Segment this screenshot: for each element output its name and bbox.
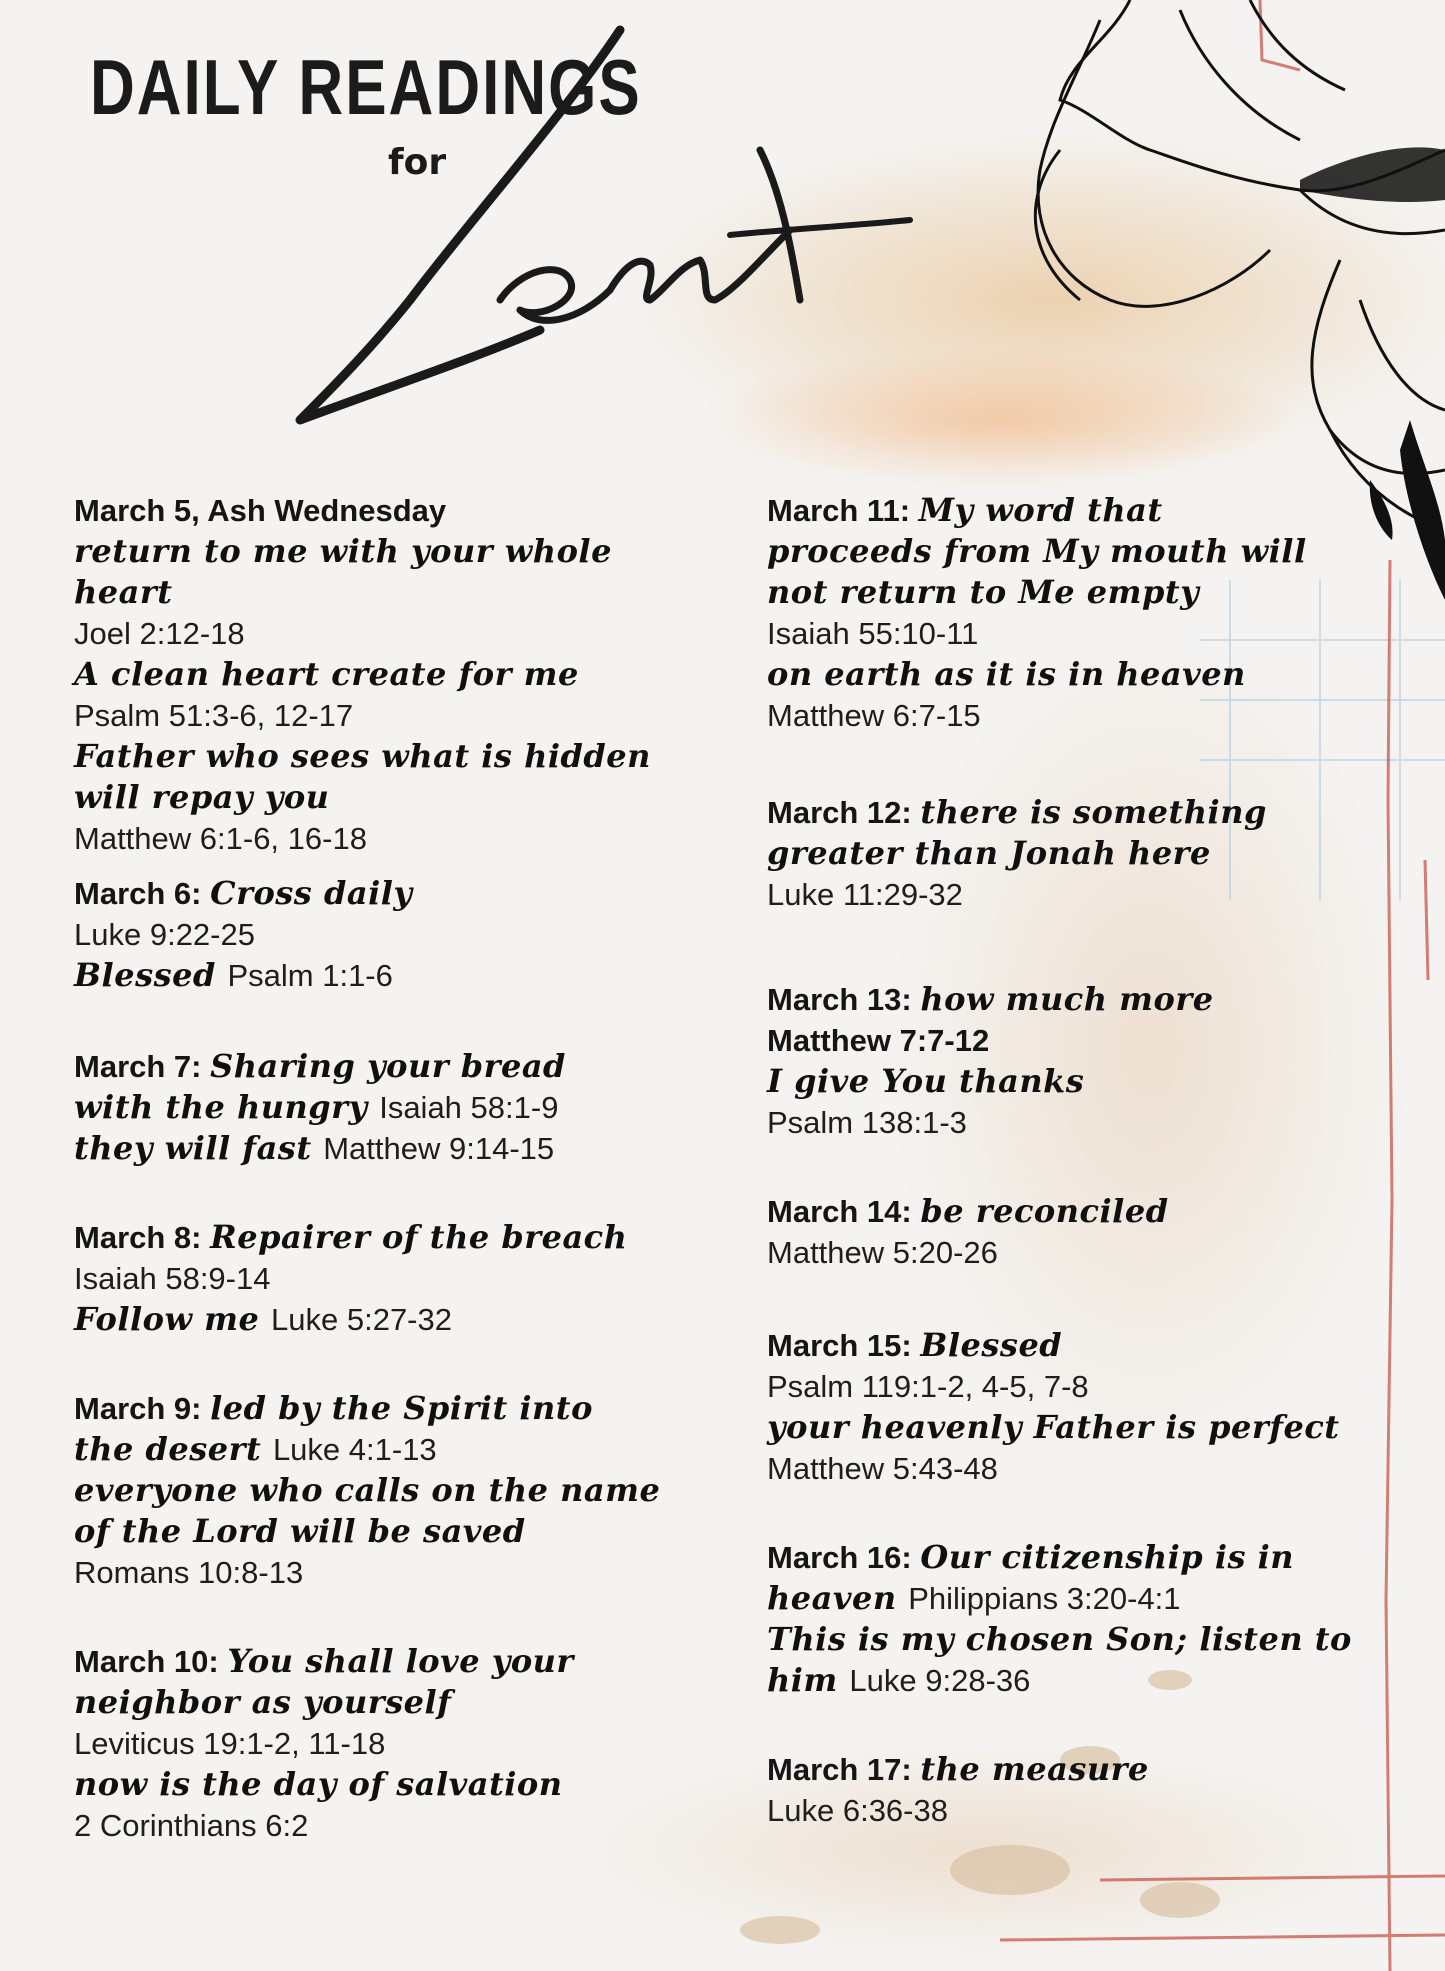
reading-date: March 13: [767, 982, 921, 1017]
reading-line [74, 777, 694, 818]
reading-theme: neighbor as yourself [74, 1683, 452, 1721]
reading-entry [767, 1191, 1407, 1273]
reading-line [74, 818, 694, 859]
reading-theme: be reconciled [920, 1192, 1169, 1230]
reading-entry [74, 1046, 694, 1169]
reading-entry [74, 1641, 694, 1846]
reading-theme: Blessed [920, 1326, 1063, 1364]
reading-line [767, 613, 1407, 654]
reading-theme: with the hungry [74, 1088, 380, 1126]
reading-date: Matthew 7:7-12 [767, 1023, 990, 1058]
reading-line [767, 1061, 1407, 1102]
reading-entry [74, 1217, 694, 1340]
reading-line [767, 874, 1407, 915]
reading-entry [767, 1749, 1407, 1831]
reading-entry [767, 1325, 1407, 1489]
reading-date: March 15: [767, 1328, 921, 1363]
reading-line [767, 833, 1407, 874]
reading-theme: Sharing your bread [210, 1047, 566, 1085]
reading-line [74, 1470, 694, 1511]
reading-line [767, 1749, 1407, 1790]
reading-theme: heart [74, 573, 173, 611]
reading-line [74, 654, 694, 695]
reading-theme: everyone who calls on the name [74, 1471, 661, 1509]
reading-theme: You shall love your [227, 1642, 574, 1680]
reading-line [74, 1087, 694, 1128]
reading-line [767, 1619, 1407, 1660]
reading-line [74, 914, 694, 955]
reading-line [74, 572, 694, 613]
reading-line [767, 654, 1407, 695]
reading-date: March 8: [74, 1220, 211, 1255]
reading-theme: A clean heart create for me [74, 655, 579, 693]
scripture-reference: Psalm 119:1-2, 4-5, 7-8 [767, 1369, 1089, 1404]
reading-entry [767, 979, 1407, 1143]
reading-line [767, 1366, 1407, 1407]
reading-theme: Blessed [74, 956, 228, 994]
reading-line [74, 1217, 694, 1258]
reading-theme: on earth as it is in heaven [767, 655, 1246, 693]
reading-line [767, 1102, 1407, 1143]
reading-line [74, 1764, 694, 1805]
reading-date: March 10: [74, 1644, 228, 1679]
reading-entry [74, 873, 694, 996]
reading-line [74, 1552, 694, 1593]
page-title: DAILY READINGS [90, 45, 642, 132]
scripture-reference: Matthew 5:20-26 [767, 1235, 998, 1270]
scripture-reference: Luke 4:1-13 [272, 1432, 437, 1467]
reading-theme: your heavenly Father is perfect [767, 1408, 1340, 1446]
reading-line [74, 1511, 694, 1552]
reading-entry [74, 1388, 694, 1593]
reading-theme: heaven [767, 1579, 909, 1617]
reading-theme: Cross daily [210, 874, 413, 912]
reading-line [767, 1407, 1407, 1448]
reading-theme: My word that [918, 491, 1163, 529]
reading-line [767, 1448, 1407, 1489]
scripture-reference: Matthew 6:7-15 [767, 698, 981, 733]
reading-theme: Our citizenship is in [920, 1538, 1295, 1576]
reading-theme: proceeds from My mouth will [767, 532, 1307, 570]
reading-line [74, 531, 694, 572]
reading-line [767, 1790, 1407, 1831]
reading-line [767, 1232, 1407, 1273]
reading-line [74, 1299, 694, 1340]
reading-theme: Follow me [74, 1300, 272, 1338]
reading-line [74, 613, 694, 654]
reading-line [767, 531, 1407, 572]
reading-line [767, 979, 1407, 1020]
reading-line [74, 736, 694, 777]
reading-line [767, 1578, 1407, 1619]
reading-date: March 5, Ash Wednesday [74, 493, 447, 528]
reading-line [767, 1537, 1407, 1578]
scripture-reference: Luke 11:29-32 [767, 877, 963, 912]
scripture-reference: Luke 9:28-36 [849, 1663, 1031, 1698]
reading-theme: Repairer of the breach [210, 1218, 628, 1256]
scripture-reference: Isaiah 58:1-9 [379, 1090, 559, 1125]
scripture-reference: Leviticus 19:1-2, 11-18 [74, 1726, 386, 1761]
reading-theme: there is something [920, 793, 1267, 831]
reading-theme: This is my chosen Son; listen to [767, 1620, 1352, 1658]
reading-theme: return to me with your whole [74, 532, 612, 570]
reading-date: March 7: [74, 1049, 211, 1084]
reading-theme: now is the day of salvation [74, 1765, 563, 1803]
reading-entry [767, 1537, 1407, 1701]
reading-theme: greater than Jonah here [767, 834, 1211, 872]
reading-theme: him [767, 1661, 850, 1699]
reading-date: March 16: [767, 1540, 921, 1575]
scripture-reference: Romans 10:8-13 [74, 1555, 304, 1590]
scripture-reference: Luke 6:36-38 [767, 1793, 948, 1828]
scripture-reference: Matthew 5:43-48 [767, 1451, 998, 1486]
reading-line [74, 490, 694, 531]
reading-line [74, 695, 694, 736]
readings-column-right [767, 490, 1407, 1831]
reading-line [767, 695, 1407, 736]
reading-theme: they will fast [74, 1129, 324, 1167]
reading-theme: led by the Spirit into [210, 1389, 593, 1427]
reading-line [767, 792, 1407, 833]
reading-line [767, 1191, 1407, 1232]
scripture-reference: Luke 9:22-25 [74, 917, 255, 952]
reading-date: March 17: [767, 1752, 921, 1787]
scripture-reference: Luke 5:27-32 [271, 1302, 452, 1337]
reading-date: March 11: [767, 493, 919, 528]
scripture-reference: Matthew 6:1-6, 16-18 [74, 821, 367, 856]
reading-line [74, 1723, 694, 1764]
reading-line [767, 1020, 1407, 1061]
reading-line [74, 1258, 694, 1299]
reading-date: March 9: [74, 1391, 211, 1426]
reading-theme: will repay you [74, 778, 330, 816]
reading-entry [74, 490, 694, 859]
reading-entry [767, 490, 1407, 736]
scripture-reference: Isaiah 55:10-11 [767, 616, 979, 651]
reading-theme: I give You thanks [767, 1062, 1085, 1100]
reading-theme: the measure [920, 1750, 1149, 1788]
reading-theme: Father who sees what is hidden [74, 737, 651, 775]
reading-line [74, 1641, 694, 1682]
reading-line [74, 1429, 694, 1470]
reading-line [767, 1660, 1407, 1701]
reading-line [74, 1682, 694, 1723]
reading-date: March 6: [74, 876, 211, 911]
reading-line [74, 873, 694, 914]
scripture-reference: 2 Corinthians 6:2 [74, 1808, 309, 1843]
reading-theme: how much more [920, 980, 1214, 1018]
reading-line [74, 1046, 694, 1087]
reading-date: March 12: [767, 795, 921, 830]
scripture-reference: Psalm 138:1-3 [767, 1105, 967, 1140]
reading-line [74, 1388, 694, 1429]
readings-column-left [74, 490, 694, 1846]
reading-line [767, 572, 1407, 613]
reading-date: March 14: [767, 1194, 921, 1229]
scripture-reference: Isaiah 58:9-14 [74, 1261, 271, 1296]
scripture-reference: Philippians 3:20-4:1 [908, 1581, 1181, 1616]
reading-entry [767, 792, 1407, 915]
reading-theme: of the Lord will be saved [74, 1512, 526, 1550]
reading-line [767, 1325, 1407, 1366]
scripture-reference: Psalm 1:1-6 [227, 958, 393, 993]
title-for: for [388, 142, 447, 183]
reading-line [74, 1805, 694, 1846]
reading-line [74, 955, 694, 996]
scripture-reference: Matthew 9:14-15 [323, 1131, 555, 1166]
reading-theme: not return to Me empty [767, 573, 1200, 611]
scripture-reference: Joel 2:12-18 [74, 616, 245, 651]
reading-theme: the desert [74, 1430, 273, 1468]
reading-line [74, 1128, 694, 1169]
scripture-reference: Psalm 51:3-6, 12-17 [74, 698, 354, 733]
reading-line [767, 490, 1407, 531]
